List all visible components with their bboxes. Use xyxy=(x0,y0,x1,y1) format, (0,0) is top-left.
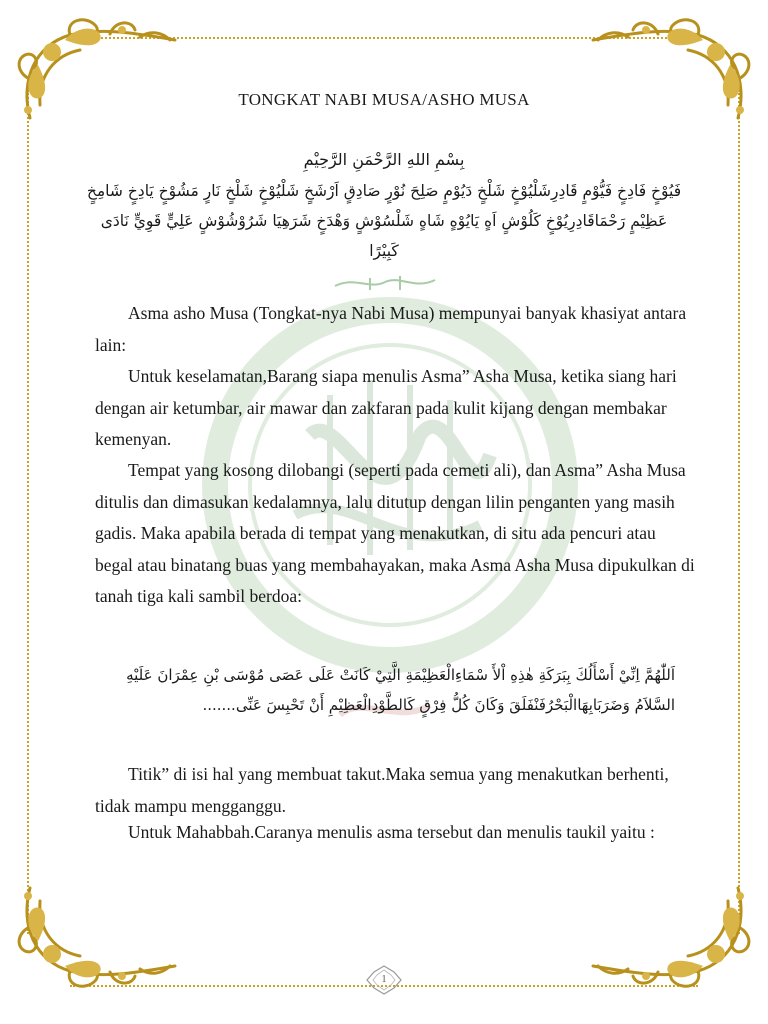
basmala-line: بِسْمِ اللهِ الرَّحْمَنِ الرَّحِيْمِ xyxy=(303,150,465,169)
corner-ornament-icon xyxy=(583,10,758,130)
paragraph-tempat xyxy=(95,455,695,613)
paragraph-text: Asma asho Musa (Tongkat-nya Nabi Musa) mempunyai banyak khasiyat antara lain: xyxy=(95,303,687,355)
paragraph-keselamatan xyxy=(95,361,695,456)
paragraph-text: Tempat yang kosong dilobangi (seperti pada cemeti ali), dan Asma” Asha Musa ditulis dan dimasukan kedalamnya, lalu ditutup dengan lilin penganten yang masih gadis. Maka apabila berada di tempat yang menakutkan, di situ ada pencuri atau begal atau binatang buas yang membahayakan, maka Asma Asha Musa dipukulkan di tanah tiga kali sambil berdoa: xyxy=(95,460,695,606)
paragraph-titik xyxy=(95,759,695,822)
corner-ornament-icon xyxy=(10,876,185,996)
arabic-asma-text: فَيُوْخٍ فَادِخٍ فَيُّوْمٍ قَادِرِشَلْيُوْخٍ شَلْخٍ دَيُوْمٍ صَلِحَ نُوْرٍ صَادِقٍ اَرْشَخٍ شَلْيُوْخٍ شَلْخٍ نَارٍ مَشُوْخٍ يَادِخٍ شَامِخٍ عَظِيْمٍ رَحْمَاقَادِرِيُوْخٍ كَلُوْشٍ اَهٍ يَايُوْهٍ شَاهٍ شَلْسُوْشٍ وَهْدَخٍ شَرَهِيَا شَرُوْشُوْشٍ عَلِيٍّ قَوِيٍّ نَادَى كَبِيْرًا xyxy=(86,182,682,260)
corner-ornament-icon xyxy=(10,10,185,130)
paragraph-text: Untuk keselamatan,Barang siapa menulis Asma” Asha Musa, ketika siang hari dengan air ketumbar, air mawar dan zakfaran pada kulit kijang dengan membakar kemenyan. xyxy=(95,366,677,449)
paragraph-mahabbah xyxy=(95,817,695,849)
page-title: TONGKAT NABI MUSA/ASHO MUSA xyxy=(238,90,530,109)
page-number-badge xyxy=(363,963,405,997)
corner-ornament-icon xyxy=(583,876,758,996)
page-number: 1 xyxy=(381,974,387,985)
border-left xyxy=(27,90,29,934)
arabic-prayer-text: اَللّٰهُمَّ اِنِّيْ أَسْأَلُكَ بِبَرَكَةِ هٰذِهِ اْلأَ سْمَاءِالْعَظِيْمَةِ الَّتِيْ كَانَتْ عَلَى عَصَى مُوْسَى بْنِ عِمْرَانَ عَلَيْهِ السَّلاَمُ وَضَرَبَابِهَاالْبَحْرُفَنْفَلَقَ وَكَانَ كُلُّ فِرْقٍ كَالطَّوْدِالْعَظِيْمِ أَنْ تَحْبِسَ عَنِّى....... xyxy=(126,666,675,714)
paragraph-text: Titik” di isi hal yang membuat takut.Maka semua yang menakutkan berhenti, tidak mampu mengganggu. xyxy=(95,764,669,816)
paragraph-intro xyxy=(95,298,695,361)
border-right xyxy=(738,90,740,934)
calligraphy-ornament-icon xyxy=(330,272,440,294)
paragraph-text: Untuk Mahabbah.Caranya menulis asma tersebut dan menulis taukil yaitu : xyxy=(128,822,655,842)
